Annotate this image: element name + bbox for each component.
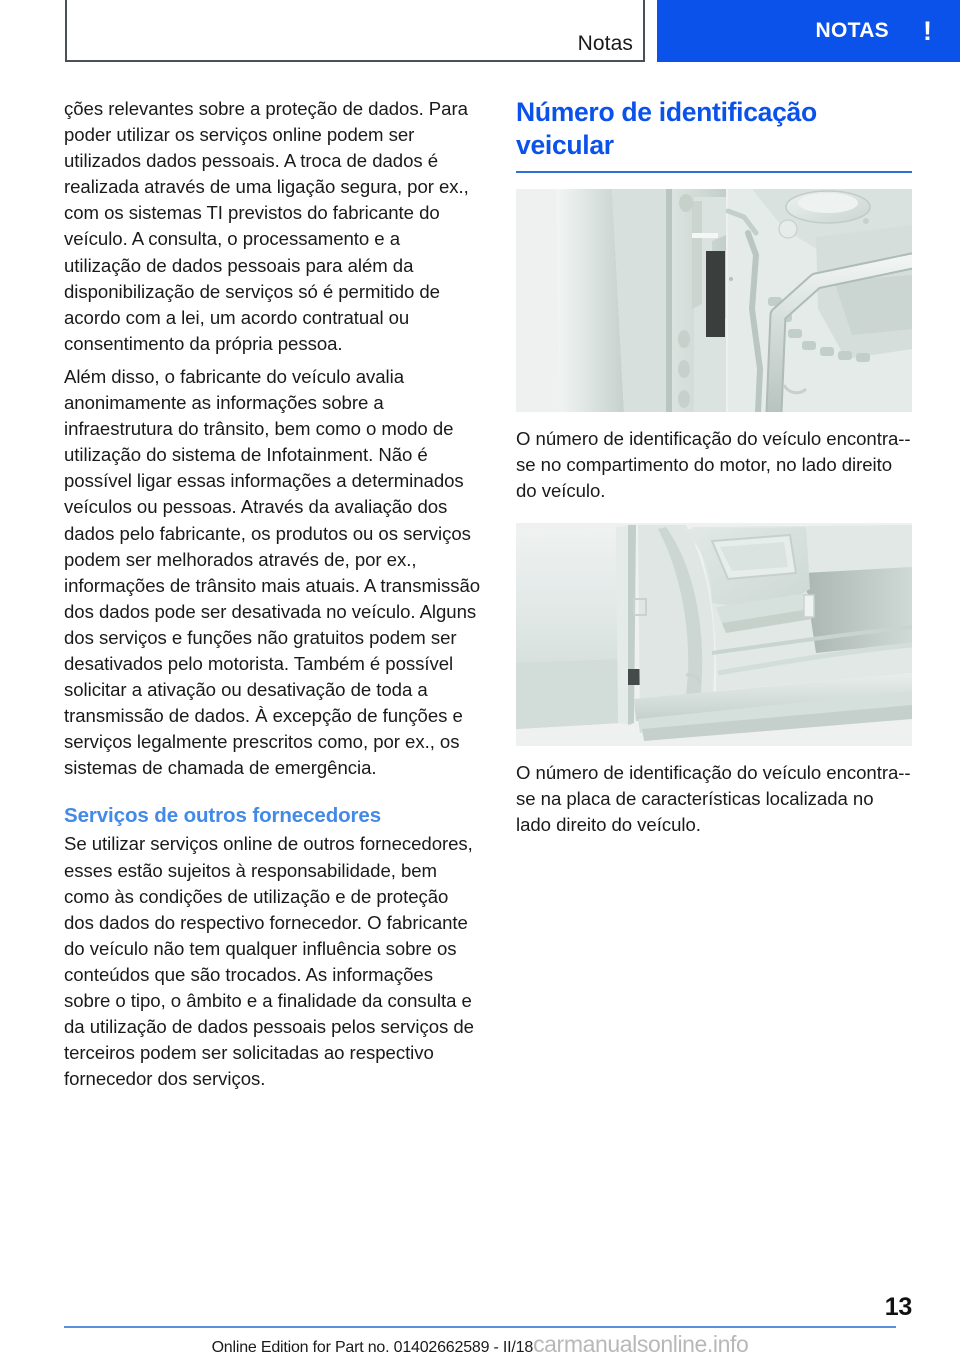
chapter-tab-white (65, 0, 645, 62)
exclamation-icon: ! (923, 15, 932, 46)
section-subheading: Serviços de outros fornecedores (64, 804, 382, 828)
footer-text (0, 1331, 960, 1358)
engine-compartment-graphic (516, 189, 912, 412)
edition-info: Online Edition for Part no. 01402662589 - II/18 (211, 1339, 534, 1356)
page-number: 13 (884, 1293, 912, 1321)
left-column (64, 96, 482, 1092)
page-footer (0, 1272, 960, 1362)
engine-compartment-vin-illustration (516, 189, 912, 412)
right-column (516, 96, 912, 857)
chapter-label: Notas (577, 32, 633, 55)
figure-caption: O número de identificação do veículo encontra--se no compartimento do motor, no lado direito do veículo. (516, 428, 911, 502)
heading-divider (516, 171, 912, 173)
chapter-tab-blue (657, 0, 960, 62)
paragraph: Se utilizar serviços online de outros fornecedores, esses estão sujeitos à responsabilidade, bem como às condições de utilização e de proteção dos dados do respectivo fornecedor. O fabricante do veículo não tem qualquer influência sobre os conteúdos que são trocados. As informações sobre o tipo, o âmbito e a finalidade da consulta e da utilização de dados pessoais pelos serviços de terceiros podem ser solicitadas ao respectivo fornecedor dos serviços. (64, 833, 474, 1090)
door-sill-graphic (516, 523, 912, 746)
paragraph: ções relevantes sobre a proteção de dados. Para poder utilizar os serviços online podem ser utilizados dados pessoais. A troca de dados é realizada através de uma ligação segura, por ex., com os sistemas TI previstos do fabricante do veículo. A consulta, o processamento e a utilização de dados pessoais para além da disponibilização de serviços só é permitido de acordo com a lei, um acordo contratual ou consentimento da própria pessoa. (64, 98, 469, 354)
page-title: Número de identificação veicular (516, 97, 817, 160)
door-sill-identification-plate-illustration (516, 523, 912, 746)
figure-caption: O número de identificação do veículo encontra--se na placa de características localizada no lado direito do veículo. (516, 761, 911, 836)
footer-divider (64, 1326, 896, 1328)
chapter-label-upper: NOTAS (815, 19, 889, 42)
site-watermark: carmanualsonline.info (533, 1331, 749, 1357)
page-header (0, 0, 960, 64)
paragraph: Além disso, o fabricante do veículo avalia anonimamente as informações sobre a infraestrutura do trânsito, bem como o modo de utilização do sistema de Infotainment. Não é possível ligar essas informações a determinados veículos ou pessoas. Através da avaliação dos dados pelo fabricante, os produtos ou os serviços podem ser melhorados através de, por ex., informações de trânsito mais atuais. A transmissão dos dados pode ser desativada no veículo. Alguns dos serviços e funções não gratuitos podem ser desativados pelo motorista. Também é possível solicitar a ativação ou desativação de toda a transmissão de dados. À excepção de funções e serviços legalmente prescritos como, por ex., os sistemas de chamada de emergência. (64, 365, 481, 779)
